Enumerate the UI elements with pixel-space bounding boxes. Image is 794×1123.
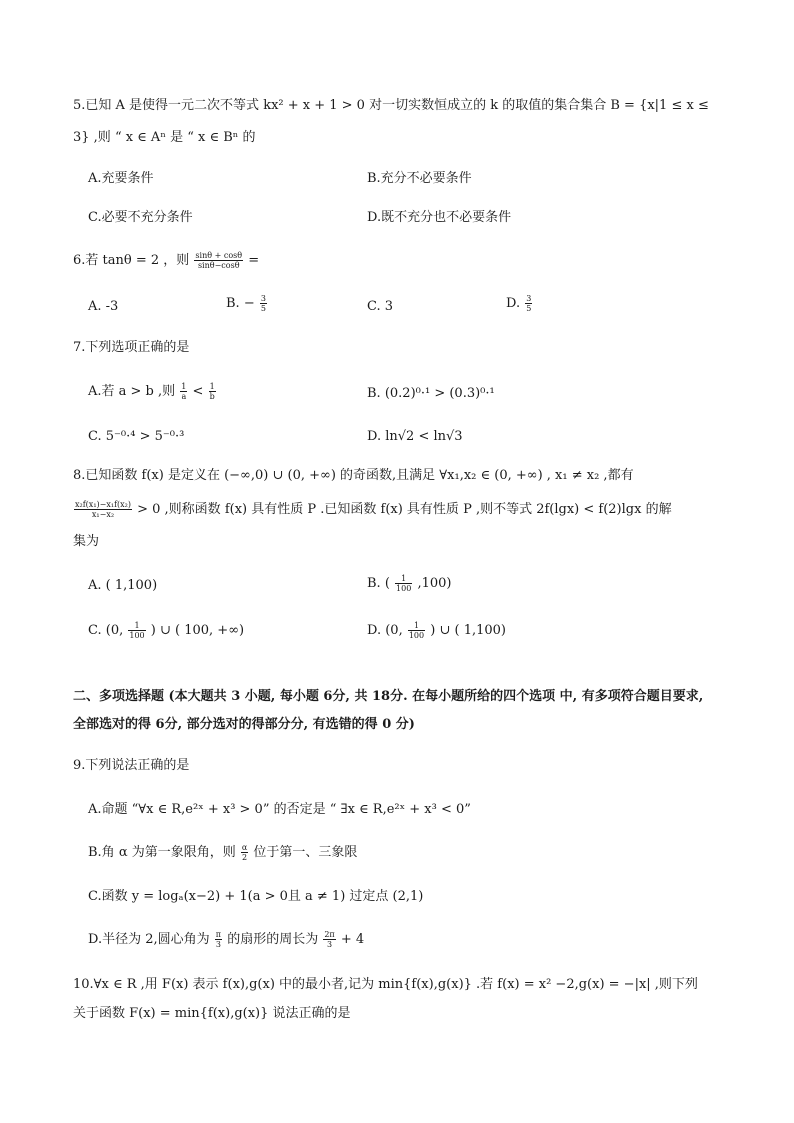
q6-stem-prefix: 6.若 tanθ = 2 ，则	[73, 253, 190, 268]
q8-option-c	[88, 621, 244, 641]
q9-option-d-suffix: + 4	[340, 932, 365, 947]
q9-option-d-fraction-1	[215, 930, 222, 949]
q10-stem-line1: 10.∀x ∈ R ,用 F(x) 表示 f(x),g(x) 中的最小者,记为 min{f(x),g(x)} .若 f(x) = x² −2,g(x) = −|x| ,则下列	[73, 977, 698, 992]
q8-fraction	[74, 500, 132, 519]
q9-option-a: A.命题 “∀x ∈ R,e²ˣ + x³ > 0” 的否定是 “ ∃x ∈ R,e²ˣ + x³ < 0”	[88, 802, 471, 817]
q7-option-a	[88, 382, 217, 402]
q8-option-b-suffix: ,100)	[417, 576, 452, 591]
q6-option-d	[506, 294, 533, 314]
q8-option-c-suffix: ) ∪ ( 100, +∞)	[150, 623, 245, 638]
q8-option-d-suffix: ) ∪ ( 1,100)	[430, 623, 506, 638]
q8-stem-line3: 集为	[73, 534, 100, 549]
q6-option-a: A. -3	[88, 299, 119, 314]
q7-option-a-numerator-2: 1	[209, 382, 215, 391]
q6-option-d-fraction	[525, 294, 532, 313]
section2-heading-line2: 全部选对的得 6分, 部分选对的得部分分, 有选错的得 0 分)	[73, 717, 415, 732]
q9-option-b-denominator: 2	[242, 853, 248, 862]
q6-option-b-fraction	[260, 294, 267, 313]
q8-option-c-denominator: 100	[129, 631, 145, 640]
q6-fraction	[194, 251, 243, 270]
q5-option-d: D.既不充分也不必要条件	[367, 210, 512, 225]
q9-option-b-fraction	[241, 843, 248, 862]
q8-fraction-numerator: x₂f(x₁)−x₁f(x₂)	[75, 500, 131, 509]
q6-option-b	[226, 294, 268, 314]
q6-stem	[73, 251, 259, 271]
q7-stem: 7.下列选项正确的是	[73, 340, 190, 355]
q8-stem-line1: 8.已知函数 f(x) 是定义在 (−∞,0) ∪ (0, +∞) 的奇函数,且满足 ∀x₁,x₂ ∈ (0, +∞) , x₁ ≠ x₂ ,都有	[73, 468, 634, 483]
q8-stem-line2-rest: > 0 ,则称函数 f(x) 具有性质 P .已知函数 f(x) 具有性质 P ,则不等式 2f(lgx) < f(2)lgx 的解	[137, 502, 672, 517]
q7-option-a-mid: <	[192, 384, 204, 399]
q8-option-b	[367, 574, 451, 594]
q9-option-d-denominator-1: 3	[215, 940, 221, 949]
q9-option-c: C.函数 y = logₐ(x−2) + 1(a > 0且 a ≠ 1) 过定点 (2,1)	[88, 889, 424, 904]
q6-fraction-denominator: sinθ−cosθ	[197, 261, 240, 270]
section2-heading-line1: 二、多项选择题 (本大题共 3 小题, 每小题 6分, 共 18分. 在每小题所给的四个选项 中, 有多项符合题目要求,	[73, 689, 704, 704]
q6-option-d-denominator: 5	[526, 304, 532, 313]
q5-option-c: C.必要不充分条件	[88, 210, 193, 225]
q9-option-b	[88, 843, 357, 863]
q6-option-d-prefix: D.	[506, 296, 521, 311]
q6-option-b-numerator: 3	[260, 294, 266, 303]
q9-option-d-prefix: D.半径为 2,圆心角为	[88, 932, 210, 947]
q7-option-a-denominator-2: b	[209, 392, 215, 401]
q9-option-b-suffix: 位于第一、三象限	[253, 845, 358, 860]
q9-option-d-denominator-2: 3	[326, 940, 333, 949]
q9-option-d-numerator-1: π	[215, 930, 222, 939]
q8-fraction-denominator: x₁−x₂	[91, 510, 115, 519]
q8-option-c-numerator: 1	[128, 621, 145, 631]
q5-option-a: A.充要条件	[88, 171, 154, 186]
q9-option-d	[88, 930, 364, 950]
q8-stem-line2	[73, 500, 672, 520]
q6-option-b-denominator: 5	[260, 304, 266, 313]
q6-option-c: C. 3	[367, 299, 394, 314]
q9-stem: 9.下列说法正确的是	[73, 758, 190, 773]
q8-option-d-numerator: 1	[408, 621, 425, 631]
q7-option-c: C. 5⁻⁰·⁴ > 5⁻⁰·³	[88, 429, 185, 444]
q8-option-c-prefix: C. (0,	[88, 623, 124, 638]
q8-option-d-denominator: 100	[408, 631, 425, 640]
q9-option-d-mid: 的扇形的周长为	[227, 932, 319, 947]
q5-option-b: B.充分不必要条件	[367, 171, 472, 186]
q7-option-a-denominator-1: a	[181, 392, 187, 401]
q8-option-c-fraction	[128, 621, 145, 640]
q8-option-b-numerator: 1	[395, 574, 412, 584]
q7-option-a-numerator-1: 1	[181, 382, 187, 391]
q9-option-d-numerator-2: 2π	[324, 930, 335, 939]
q7-option-a-fraction-2	[209, 382, 216, 401]
q7-option-a-prefix: A.若 a > b ,则	[88, 384, 176, 399]
q10-stem-line2: 关于函数 F(x) = min{f(x),g(x)} 说法正确的是	[73, 1006, 351, 1021]
q9-option-b-prefix: B.角 α 为第一象限角，则	[88, 845, 236, 860]
q7-option-d: D. ln√2 < ln√3	[367, 429, 463, 444]
q5-stem-line1: 5.已知 A 是使得一元二次不等式 kx² + x + 1 > 0 对一切实数恒成立的 k 的取值的集合集合 B = {x|1 ≤ x ≤	[73, 98, 709, 113]
q6-stem-suffix: =	[248, 253, 260, 268]
q6-option-b-prefix: B. −	[226, 296, 255, 311]
q7-option-b: B. (0.2)⁰·¹ > (0.3)⁰·¹	[367, 386, 495, 401]
q5-stem-line2: 3} ,则 “ x ∈ Aⁿ 是 “ x ∈ Bⁿ 的	[73, 130, 256, 145]
q8-option-d	[367, 621, 506, 641]
q9-option-b-numerator: α	[241, 843, 248, 852]
q8-option-a: A. ( 1,100)	[88, 578, 158, 593]
q9-option-d-fraction-2	[323, 930, 335, 949]
q6-fraction-numerator: sinθ + cosθ	[195, 251, 243, 260]
q8-option-b-denominator: 100	[396, 584, 412, 593]
q7-option-a-fraction-1	[180, 382, 187, 401]
q8-option-d-fraction	[408, 621, 425, 640]
q8-option-d-prefix: D. (0,	[367, 623, 403, 638]
q8-option-b-fraction	[395, 574, 412, 593]
q6-option-d-numerator: 3	[526, 294, 532, 303]
q8-option-b-prefix: B. (	[367, 576, 390, 591]
